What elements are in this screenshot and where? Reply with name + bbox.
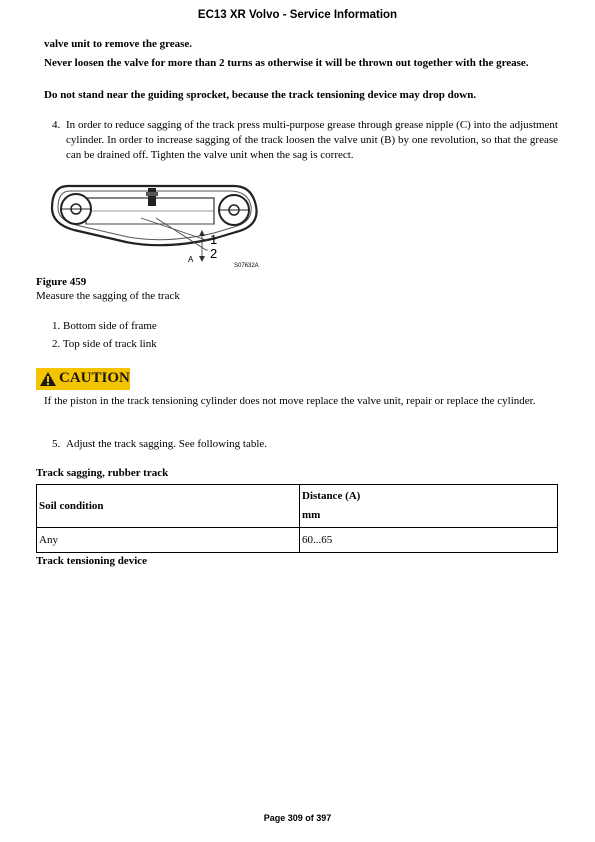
caution-text: If the piston in the track tensioning cylinder does not move replace the valve unit, repair or replace the cylinder. (44, 395, 536, 407)
warning-triangle-icon (39, 371, 57, 387)
warning-line-valve-unit: valve unit to remove the grease. (44, 38, 193, 50)
track-sag-diagram (46, 178, 272, 272)
table-header-distance-unit: mm (302, 509, 321, 521)
figure-caption-title: Figure 459 (36, 276, 87, 288)
section-title-track-tensioning: Track tensioning device (36, 555, 148, 567)
step-5-text: Adjust the track sagging. See following table. (66, 438, 268, 450)
step-4-text: In order to reduce sagging of the track press multi-purpose grease through grease nipple (C) into the adjustment cylinder. In order to increase sagging of the track loosen the valve unit (B) by one revolution, so that the grease can be drained off. Tighten the valve unit when the sag is correct. (66, 119, 558, 161)
track-sag-figure (46, 178, 272, 272)
table-header-row (37, 485, 558, 528)
step-4-number: 4. (52, 119, 61, 131)
warning-never-loosen-valve: Never loosen the valve for more than 2 turns as otherwise it will be thrown out together with the grease. (44, 57, 529, 69)
caution-badge (36, 368, 130, 390)
table-cell-distance: 60...65 (300, 528, 558, 553)
figure-label-2: 2 (210, 246, 218, 261)
list-item-number: 1. (52, 320, 61, 332)
list-item-text: Bottom side of frame (63, 320, 157, 332)
page-number-footer: Page 309 of 397 (263, 813, 332, 823)
step-5-number: 5. (52, 438, 61, 450)
list-item-text: Top side of track link (62, 338, 157, 350)
table-title: Track sagging, rubber track (36, 467, 169, 479)
table-header-distance-line1: Distance (A) (302, 490, 361, 502)
table-cell-soil: Any (37, 528, 300, 553)
page-header-title: EC13 XR Volvo - Service Information (197, 9, 398, 21)
table-row (37, 528, 558, 553)
list-item (52, 338, 157, 350)
warning-guiding-sprocket: Do not stand near the guiding sprocket, because the track tensioning device may drop down. (44, 89, 477, 101)
list-item (52, 320, 157, 332)
step-4 (52, 118, 558, 163)
track-sagging-table (36, 484, 558, 553)
figure-caption-text: Measure the sagging of the track (36, 290, 180, 302)
figure-label-a: A (188, 255, 194, 264)
table-header-soil: Soil condition (37, 485, 300, 528)
figure-label-1: 1 (210, 232, 218, 247)
figure-code: S07632A (234, 263, 259, 269)
list-item-number: 2. (52, 338, 61, 350)
step-5 (52, 437, 558, 452)
caution-label: CAUTION (59, 370, 130, 386)
table-header-distance (300, 485, 558, 528)
